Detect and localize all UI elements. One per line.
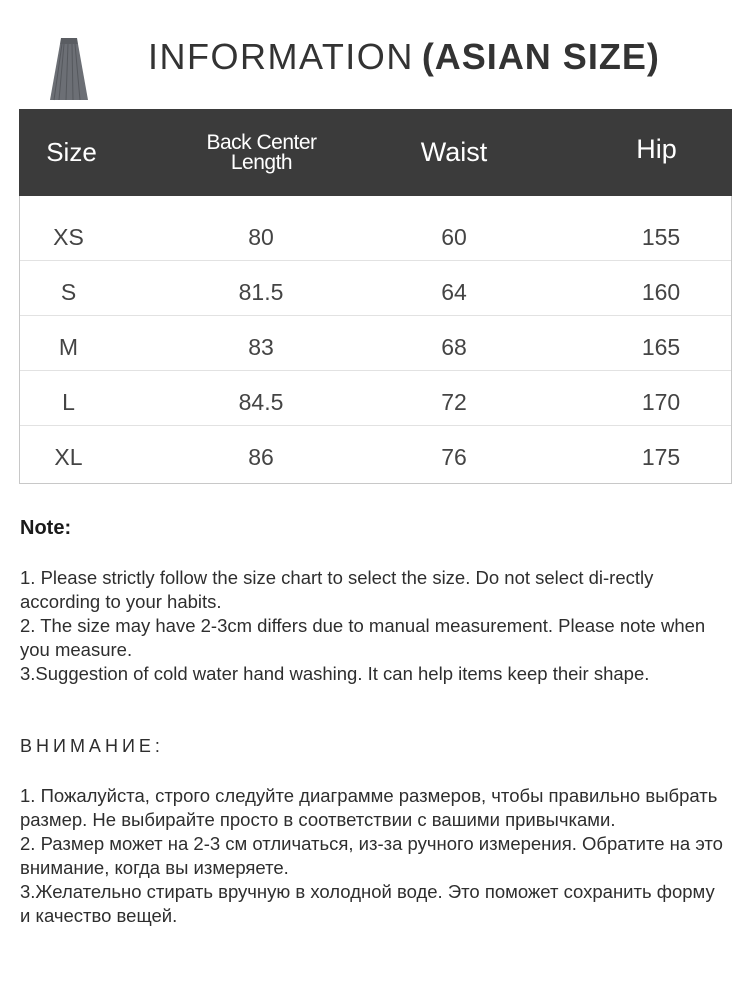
cell-back-center-length: 86: [248, 444, 274, 470]
cell-back-center-length: 80: [248, 224, 274, 250]
note-heading: Note:: [20, 517, 72, 539]
cell-waist: 76: [441, 444, 467, 470]
ru-note-item: 2. Размер может на 2-3 см отличаться, из-за ручного измерения. Обратите на это внимание, когда вы измеряете.: [20, 833, 723, 878]
column-header-back-center-length: [189, 109, 334, 196]
cell-back-center-length: 84.5: [238, 389, 284, 415]
note-item: 2. The size may have 2-3cm differs due to manual measurement. Please note when you measure.: [20, 615, 706, 660]
table-row: [20, 371, 731, 426]
cell-size: L: [62, 389, 75, 415]
cell-waist: 72: [441, 389, 467, 415]
cell-waist: 64: [441, 279, 467, 305]
cell-hip: 160: [641, 279, 681, 305]
cell-back-center-length: 81.5: [238, 279, 284, 305]
title-asian-size: (ASIAN SIZE): [421, 36, 660, 77]
column-header-size: Size: [46, 137, 97, 167]
cell-hip: 175: [641, 444, 681, 470]
cell-hip: 155: [641, 224, 681, 250]
page-title: [148, 36, 660, 78]
note-list: [20, 566, 725, 686]
table-row: [20, 426, 731, 480]
ru-note-heading: ВНИМАНИЕ:: [20, 736, 164, 756]
ru-note-list: [20, 784, 730, 928]
cell-back-center-length: 83: [248, 334, 274, 360]
size-chart-table: [19, 109, 732, 484]
note-item: 1. Please strictly follow the size chart to select the size. Do not select di-rectly according to your habits.: [20, 567, 654, 612]
table-body: [20, 206, 731, 480]
ru-note-item: 3.Желательно стирать вручную в холодной воде. Это поможет сохранить форму и качество вещей.: [20, 881, 715, 926]
title-information: INFORMATION: [148, 36, 414, 77]
cell-size: XS: [53, 224, 84, 250]
column-header-hip: Hip: [636, 134, 677, 164]
note-item: 3.Suggestion of cold water hand washing. It can help items keep their shape.: [20, 663, 650, 684]
table-row: [20, 316, 731, 371]
pleated-skirt-icon: [48, 36, 90, 102]
cell-size: XL: [54, 444, 83, 470]
cell-waist: 60: [441, 224, 467, 250]
table-row: [20, 261, 731, 316]
cell-size: S: [60, 279, 77, 305]
table-header: [19, 109, 732, 196]
cell-waist: 68: [441, 334, 467, 360]
cell-size: M: [58, 334, 79, 360]
column-header-waist: Waist: [420, 137, 488, 167]
ru-note-item: 1. Пожалуйста, строго следуйте диаграмме размеров, чтобы правильно выбрать размер. Не выбирайте просто в соответствии с вашими привычками.: [20, 785, 718, 830]
cell-hip: 165: [641, 334, 681, 360]
page-header: [0, 0, 750, 110]
column-header-back-center-line1: Back Center: [206, 130, 317, 154]
cell-hip: 170: [641, 389, 681, 415]
table-row: [20, 206, 731, 261]
column-header-back-center-line2: Length: [230, 150, 293, 174]
